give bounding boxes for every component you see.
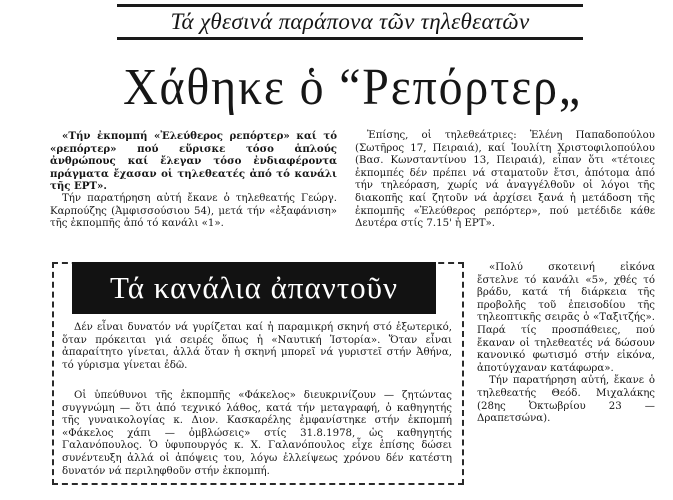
box-paragraph-1-block [62, 322, 452, 372]
box-paragraph-2-block [62, 390, 452, 478]
channels-reply-title: Τά κανάλια ἀπαντοῦν [72, 262, 436, 314]
headline: Χάθηκε ὁ “Ρεπόρτερ„ [123, 59, 582, 116]
box-paragraph-2: Οἱ ὑπεύθυνοι τῆς ἐκπομπῆς «Φάκελος» διευκρινίζουν — ζητώντας συγγνώμη — ὅτι ἀπό τεχνικό λάθος, κατά τήν μεταγραφή, ὁ καθηγητής τῆς γυναικολογίας κ. Διον. Κασκαρέλης ἐμφανίστηκε στήν ἐκπομπή «Φάκελος χάπι — ὀμβλώσεις» στίς 31.8.1978, ὡς καθηγητής Γαλανόπουλος. Ὁ ὑφυπουργός κ. Χ. Γαλανόπουλος εἶχε ἐπίσης δώσει συνέντευξη ἀλλά οἱ ἀπόψεις του, λόγω ἐλλείψεως χρόνου δέν κατέστη δυνατόν νά περιληφθοῦν στήν ἐκπομπή. [62, 390, 452, 477]
right-column-bottom [477, 262, 655, 426]
kicker-heading: Τά χθεσινά παράπονα τῶν τηλεθεατῶν [117, 4, 583, 40]
right-bottom-paragraph-2: Τήν παρατήρηση αὐτή, ἔκανε ὁ τηλεθεατής Θεόδ. Μιχαλάκης (28ης Ὀκτωβρίου 23 — Δραπετσώνα). [477, 375, 655, 425]
right-top-paragraph-1: Ἐπίσης, οἱ τηλεθεάτριες: Ἑλένη Παπαδοπούλου (Σωτῆρος 17, Πειραιά), καί Ἰουλίτη Χριστοφιλοπούλου (Βασ. Κωνσταντίνου 13, Πειραιά), εἶπαν ὅτι «τέτοιες ἐκπομπές δέν πρέπει νά σταματοῦν ἔτσι, ἀπότομα ἀπό τήν τηλεόραση, χωρίς νά ἀναγγέλθοῦν οἱ λόγοι τῆς διακοπῆς καί ζητοῦν νά ἀρχίσει ξανά ἡ μετάδοση τῆς ἐκπομπῆς «Ἐλεύθερος ρεπόρτερ», πού μετέδιδε κάθε Δευτέρα στίς 7.15' ἡ ΕΡΤ». [355, 130, 655, 230]
lead-paragraph-2: Τήν παρατήρηση αὐτή ἔκανε ὁ τηλεθεατής Γεώργ. Καρπούζης (Ἀμφισσούσιου 54), μετά τήν «ἐξαφάνιση» τῆς ἐκπομπῆς ἀπό τό κανάλι «1». [50, 192, 337, 230]
right-bottom-paragraph-1: «Πολύ σκοτεινή εἰκόνα ἔστελνε τό κανάλι «5», χθές τό βράδυ, κατά τή διάρκεια τῆς προβολῆς τοῦ ἐπεισοδίου τῆς τηλεοπτικῆς σειρᾶς ὁ «Ταξιτζής». Παρά τίς προσπάθειες, πού ἔκαναν οἱ τηλεθεατές νά δώσουν κανονικό φωτισμό στήν εἰκόνα, ἀποτύγχαναν κατάφωρα». [477, 262, 655, 374]
lead-article [50, 130, 337, 231]
box-paragraph-1: Δέν εἶναι δυνατόν νά γυρίζεται καί ἡ παραμικρή σκηνή στό ἐξωτερικό, ὅταν πρόκειται γιά σειρές ὅπως ἡ «Ναυτική Ἱστορία». Ὅταν εἶναι ἀπαραίτητο γίνεται, ἀλλά ὅταν ἡ σκηνή μπορεῖ νά γυριστεῖ στήν Ἀθήνα, τό γύρισμα γίνεται ἐδῶ. [62, 322, 452, 371]
right-column-top [355, 130, 655, 231]
lead-paragraph-1: «Τήν ἐκπομπή «Ἐλεύθερος ρεπόρτερ» καί τό «ρεπόρτερ» πού εὕρισκε τόσο ἁπλούς ἀνθρώπους καί ἔλεγαν τόσο ἐνδιαφέροντα πράγματα ἔχασαν οἱ τηλεθεατές ἀπό τό κανάλι τῆς ΕΡΤ». [50, 130, 337, 193]
